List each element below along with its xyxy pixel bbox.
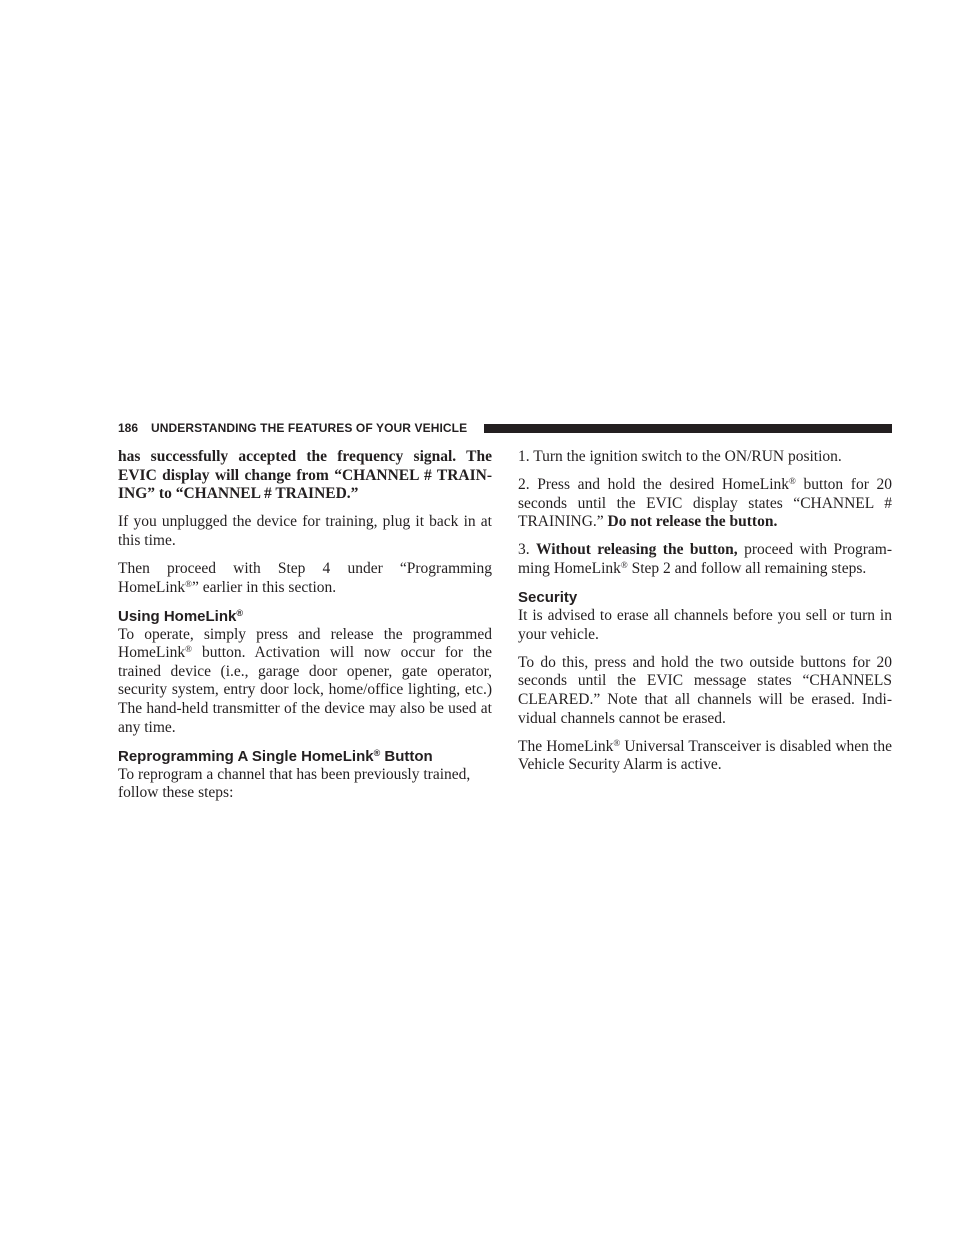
then-proceed-text-1: Then proceed with Step 4 under “Programming HomeLink (118, 559, 492, 596)
unplugged-paragraph: If you unplugged the device for training, plug it back in at this time. (118, 513, 492, 549)
step-1: 1. Turn the ignition switch to the ON/RUN position. (518, 448, 842, 465)
transceiver-text-1: The HomeLink (518, 737, 614, 755)
operate-paragraph (118, 626, 492, 738)
page-header (118, 420, 892, 436)
transceiver-paragraph (518, 738, 892, 775)
advised-paragraph: It is advised to erase all channels before you sell or turn in your vehicle. (518, 607, 892, 643)
registered-mark: ® (789, 476, 796, 487)
registered-mark: ® (373, 747, 381, 758)
then-proceed-paragraph (118, 560, 492, 597)
registered-mark: ® (620, 559, 628, 570)
registered-mark: ® (185, 578, 192, 589)
registered-mark: ® (185, 644, 192, 655)
heading-security: Security (518, 589, 578, 607)
reprogram-paragraph: To reprogram a channel that has been previously trained, follow these steps: (118, 765, 471, 802)
step-3-text-2: Step 2 and follow all remaining steps. (627, 559, 867, 577)
step-2 (518, 476, 892, 532)
left-column (118, 448, 492, 812)
step-2-text-2: button for 20 seconds until the EVIC display states “CHANNEL # TRAINING.” (518, 476, 893, 531)
transceiver-text-2: Universal Transceiver is disabled when the Vehicle Security Alarm is active. (518, 737, 892, 774)
heading-reprogram-text-2: Button (380, 747, 433, 765)
step-3-text-1: proceed with Program-ming HomeLink (518, 541, 893, 577)
operate-text-2: button. Activation will now occur for the trained device (i.e., garage door opener, gate operator, security system, entry door lock, home/office lighting, etc.) The hand-held transmitter of the device may also be used at any time. (118, 644, 492, 736)
right-column (518, 448, 892, 784)
header-rule (484, 424, 892, 433)
heading-reprogram-text-1: Reprogramming A Single HomeLink (118, 747, 374, 765)
running-head: UNDERSTANDING THE FEATURES OF YOUR VEHICLE (151, 421, 468, 435)
heading-reprogramming (118, 747, 492, 766)
step-3-bold: Without releasing the button, (536, 541, 738, 559)
step-2-bold: Do not release the button. (607, 513, 778, 531)
registered-mark: ® (613, 737, 621, 748)
registered-mark: ® (236, 607, 243, 618)
erase-paragraph: To do this, press and hold the two outside buttons for 20 seconds until the EVIC message states “CHANNELS CLEARED.” Note that all channels will be erased. Indi-vidual channels cannot be erased. (518, 653, 892, 727)
heading-using-homelink (118, 607, 492, 626)
heading-using-text: Using HomeLink (118, 607, 237, 625)
step-3 (518, 541, 892, 578)
intro-bold-paragraph: has successfully accepted the frequency signal. The EVIC display will change from “CHANNEL # TRAIN-ING” to “CHANNEL # TRAINED.” (118, 448, 492, 503)
operate-text-1: To operate, simply press and release the programmed HomeLink (118, 625, 492, 662)
then-proceed-text-2: ” earlier in this section. (192, 578, 337, 596)
page-number: 186 (118, 421, 139, 435)
step-3-number: 3. (518, 541, 537, 559)
step-2-text-1: 2. Press and hold the desired HomeLink (518, 476, 790, 494)
